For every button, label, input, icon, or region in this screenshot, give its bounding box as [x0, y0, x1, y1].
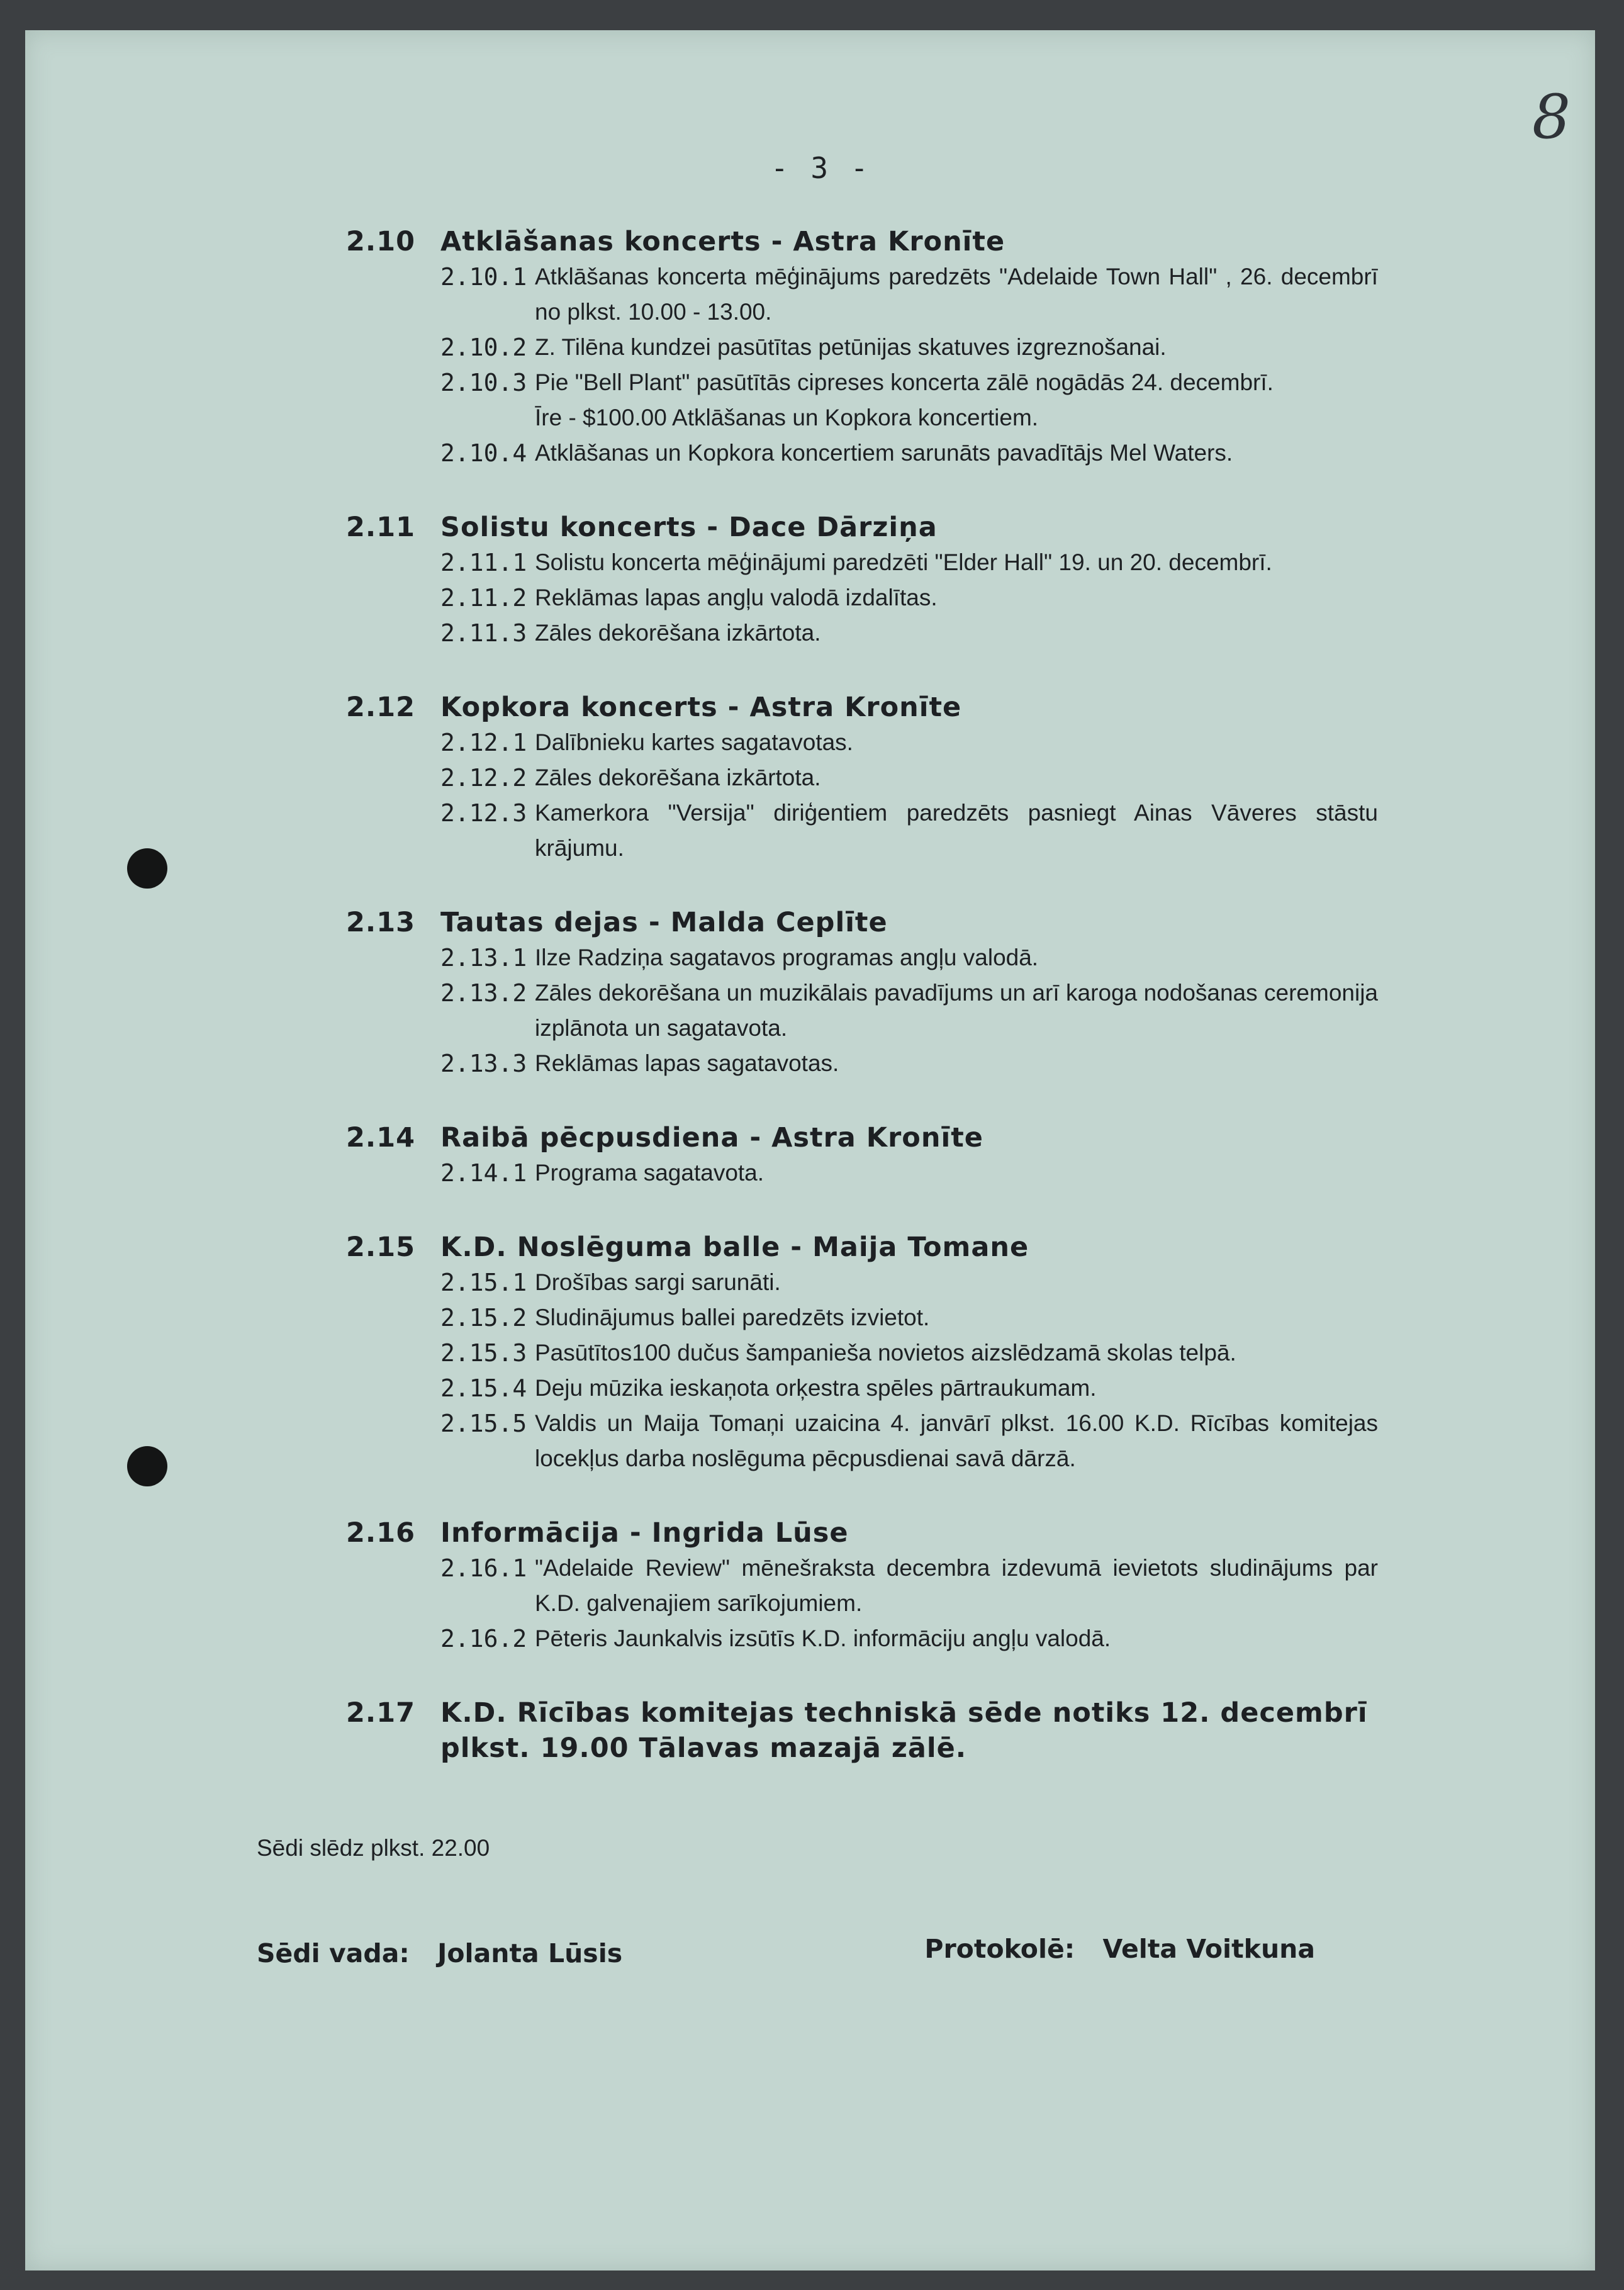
- item-text: Programa sagatavota.: [535, 1160, 764, 1186]
- section-number: 2.15: [346, 1232, 416, 1263]
- section-number: 2.14: [346, 1122, 416, 1153]
- item-number: 2.10.4: [440, 439, 527, 467]
- item-number: 2.15.2: [440, 1304, 527, 1332]
- minutes-item: [440, 760, 1378, 795]
- secretary-label: Protokolē:: [924, 1934, 1075, 1964]
- punch-hole: [127, 848, 167, 889]
- minutes-item: [440, 1046, 1378, 1081]
- section-title: Atklāšanas koncerts - Astra Kronīte: [440, 226, 1005, 257]
- item-text: Valdis un Maija Tomaņi uzaicina 4. janvārī plkst. 16.00 K.D. Rīcības komitejas locekļus darba noslēguma pēcpusdienai savā dārzā.: [535, 1410, 1378, 1471]
- item-text: Ilze Radziņa sagatavos programas angļu valodā.: [535, 945, 1039, 970]
- section-title: K.D. Rīcības komitejas techniskā sēde notiks 12. decembrī plkst. 19.00 Tālavas mazajā zālē.: [440, 1697, 1368, 1764]
- item-number: 2.13.2: [440, 979, 527, 1007]
- minutes-item: [440, 330, 1378, 365]
- item-text: "Adelaide Review" mēnešraksta decembra izdevumā ievietots sludinājums par K.D. galvenajiem sarīkojumiem.: [535, 1555, 1378, 1616]
- item-number: 2.12.2: [440, 764, 527, 792]
- item-number: 2.11.1: [440, 549, 527, 576]
- section-heading: [346, 1120, 1378, 1155]
- item-number: 2.16.2: [440, 1625, 527, 1653]
- secretary-name: Velta Voitkuna: [1102, 1934, 1315, 1964]
- section-2-11: [346, 510, 1378, 651]
- minutes-body: [346, 224, 1378, 1805]
- page-number: - 3 -: [771, 151, 871, 185]
- chair-signature: [257, 1938, 622, 1968]
- section-heading: [346, 1695, 1378, 1766]
- section-2-13: [346, 905, 1378, 1081]
- item-text: Deju mūzika ieskaņota orķestra spēles pārtraukumam.: [535, 1375, 1097, 1401]
- secretary-signature: [924, 1934, 1315, 1964]
- minutes-item: [440, 365, 1378, 400]
- chair-name: Jolanta Lūsis: [437, 1938, 623, 1968]
- item-number: 2.12.1: [440, 729, 527, 756]
- minutes-item: [440, 1406, 1378, 1476]
- minutes-item: [440, 1551, 1378, 1621]
- punch-hole: [127, 1446, 167, 1486]
- minutes-item: [440, 1265, 1378, 1300]
- section-2-17: [346, 1695, 1378, 1766]
- item-text: Kamerkora "Versija" diriģentiem paredzēts pasniegt Ainas Vāveres stāstu krājumu.: [535, 800, 1378, 861]
- section-2-16: [346, 1515, 1378, 1656]
- section-2-12: [346, 690, 1378, 866]
- item-text: Zāles dekorēšana un muzikālais pavadījums un arī karoga nodošanas ceremonija izplānota un sagatavota.: [535, 980, 1378, 1041]
- minutes-item: [440, 545, 1378, 580]
- item-text: Sludinājumus ballei paredzēts izvietot.: [535, 1305, 930, 1330]
- section-title: Solistu koncerts - Dace Dārziņa: [440, 512, 938, 543]
- section-heading: [346, 1230, 1378, 1265]
- section-number: 2.12: [346, 692, 416, 723]
- minutes-item: [440, 580, 1378, 615]
- section-heading: [346, 224, 1378, 259]
- item-number: 2.15.5: [440, 1410, 527, 1437]
- item-text: Atklāšanas un Kopkora koncertiem sarunāts pavadītājs Mel Waters.: [535, 440, 1233, 466]
- item-text: Reklāmas lapas angļu valodā izdalītas.: [535, 585, 938, 610]
- document-page: [25, 30, 1595, 2270]
- item-text: Z. Tilēna kundzei pasūtītas petūnijas skatuves izgreznošanai.: [535, 334, 1167, 360]
- item-text: Drošības sargi sarunāti.: [535, 1269, 781, 1295]
- section-2-10: [346, 224, 1378, 471]
- item-note: Īre - $100.00 Atklāšanas un Kopkora koncertiem.: [535, 405, 1039, 430]
- item-number: 2.10.2: [440, 334, 527, 361]
- item-text: Reklāmas lapas sagatavotas.: [535, 1050, 839, 1076]
- item-number: 2.15.1: [440, 1269, 527, 1296]
- item-number: 2.11.2: [440, 584, 527, 612]
- item-number: 2.15.4: [440, 1374, 527, 1402]
- minutes-item: [440, 1335, 1378, 1371]
- minutes-item: [440, 1300, 1378, 1335]
- chair-label: Sēdi vada:: [257, 1938, 410, 1968]
- section-title: Raibā pēcpusdiena - Astra Kronīte: [440, 1122, 983, 1153]
- item-number: 2.11.3: [440, 619, 527, 647]
- item-text: Zāles dekorēšana izkārtota.: [535, 620, 821, 646]
- section-2-15: [346, 1230, 1378, 1476]
- item-text: Atklāšanas koncerta mēģinājums paredzēts "Adelaide Town Hall" , 26. decembrī no plkst. 10.00 - 13.00.: [535, 264, 1378, 325]
- item-text: Solistu koncerta mēģinājumi paredzēti "Elder Hall" 19. un 20. decembrī.: [535, 549, 1272, 575]
- section-number: 2.17: [346, 1697, 416, 1729]
- minutes-item: [440, 1621, 1378, 1656]
- section-number: 2.11: [346, 512, 416, 543]
- section-heading: [346, 510, 1378, 545]
- item-number: 2.10.3: [440, 369, 527, 396]
- section-title: Kopkora koncerts - Astra Kronīte: [440, 692, 962, 723]
- item-text: Pasūtītos100 dučus šampanieša novietos aizslēdzamā skolas telpā.: [535, 1340, 1236, 1366]
- item-number: 2.13.1: [440, 944, 527, 972]
- item-number: 2.13.3: [440, 1050, 527, 1077]
- item-text: Pēteris Jaunkalvis izsūtīs K.D. informāciju angļu valodā.: [535, 1625, 1111, 1651]
- item-number: 2.12.3: [440, 799, 527, 827]
- minutes-item: [440, 1371, 1378, 1406]
- section-heading: [346, 1515, 1378, 1551]
- item-number: 2.16.1: [440, 1554, 527, 1582]
- minutes-item: [440, 1155, 1378, 1191]
- section-heading: [346, 690, 1378, 725]
- section-title: Informācija - Ingrida Lūse: [440, 1517, 849, 1549]
- item-number: 2.14.1: [440, 1159, 527, 1187]
- item-number: 2.10.1: [440, 263, 527, 291]
- item-text: Zāles dekorēšana izkārtota.: [535, 765, 821, 790]
- section-2-14: [346, 1120, 1378, 1191]
- minutes-item: [440, 259, 1378, 330]
- closing-note: Sēdi slēdz plkst. 22.00: [257, 1835, 490, 1861]
- section-title: Tautas dejas - Malda Ceplīte: [440, 907, 888, 938]
- item-text: Pie "Bell Plant" pasūtītās cipreses koncerta zālē nogādās 24. decembrī.: [535, 369, 1274, 395]
- section-number: 2.10: [346, 226, 416, 257]
- minutes-item: [440, 975, 1378, 1046]
- minutes-item: [440, 795, 1378, 866]
- minutes-item: [440, 725, 1378, 760]
- item-number: 2.15.3: [440, 1339, 527, 1367]
- minutes-item: [440, 615, 1378, 651]
- section-heading: [346, 905, 1378, 940]
- minutes-item: [440, 435, 1378, 471]
- minutes-item: [440, 940, 1378, 975]
- section-number: 2.16: [346, 1517, 416, 1549]
- item-text: Dalībnieku kartes sagatavotas.: [535, 729, 853, 755]
- section-title: K.D. Noslēguma balle - Maija Tomane: [440, 1232, 1029, 1263]
- handwritten-folio-number: 8: [1532, 82, 1571, 152]
- section-number: 2.13: [346, 907, 416, 938]
